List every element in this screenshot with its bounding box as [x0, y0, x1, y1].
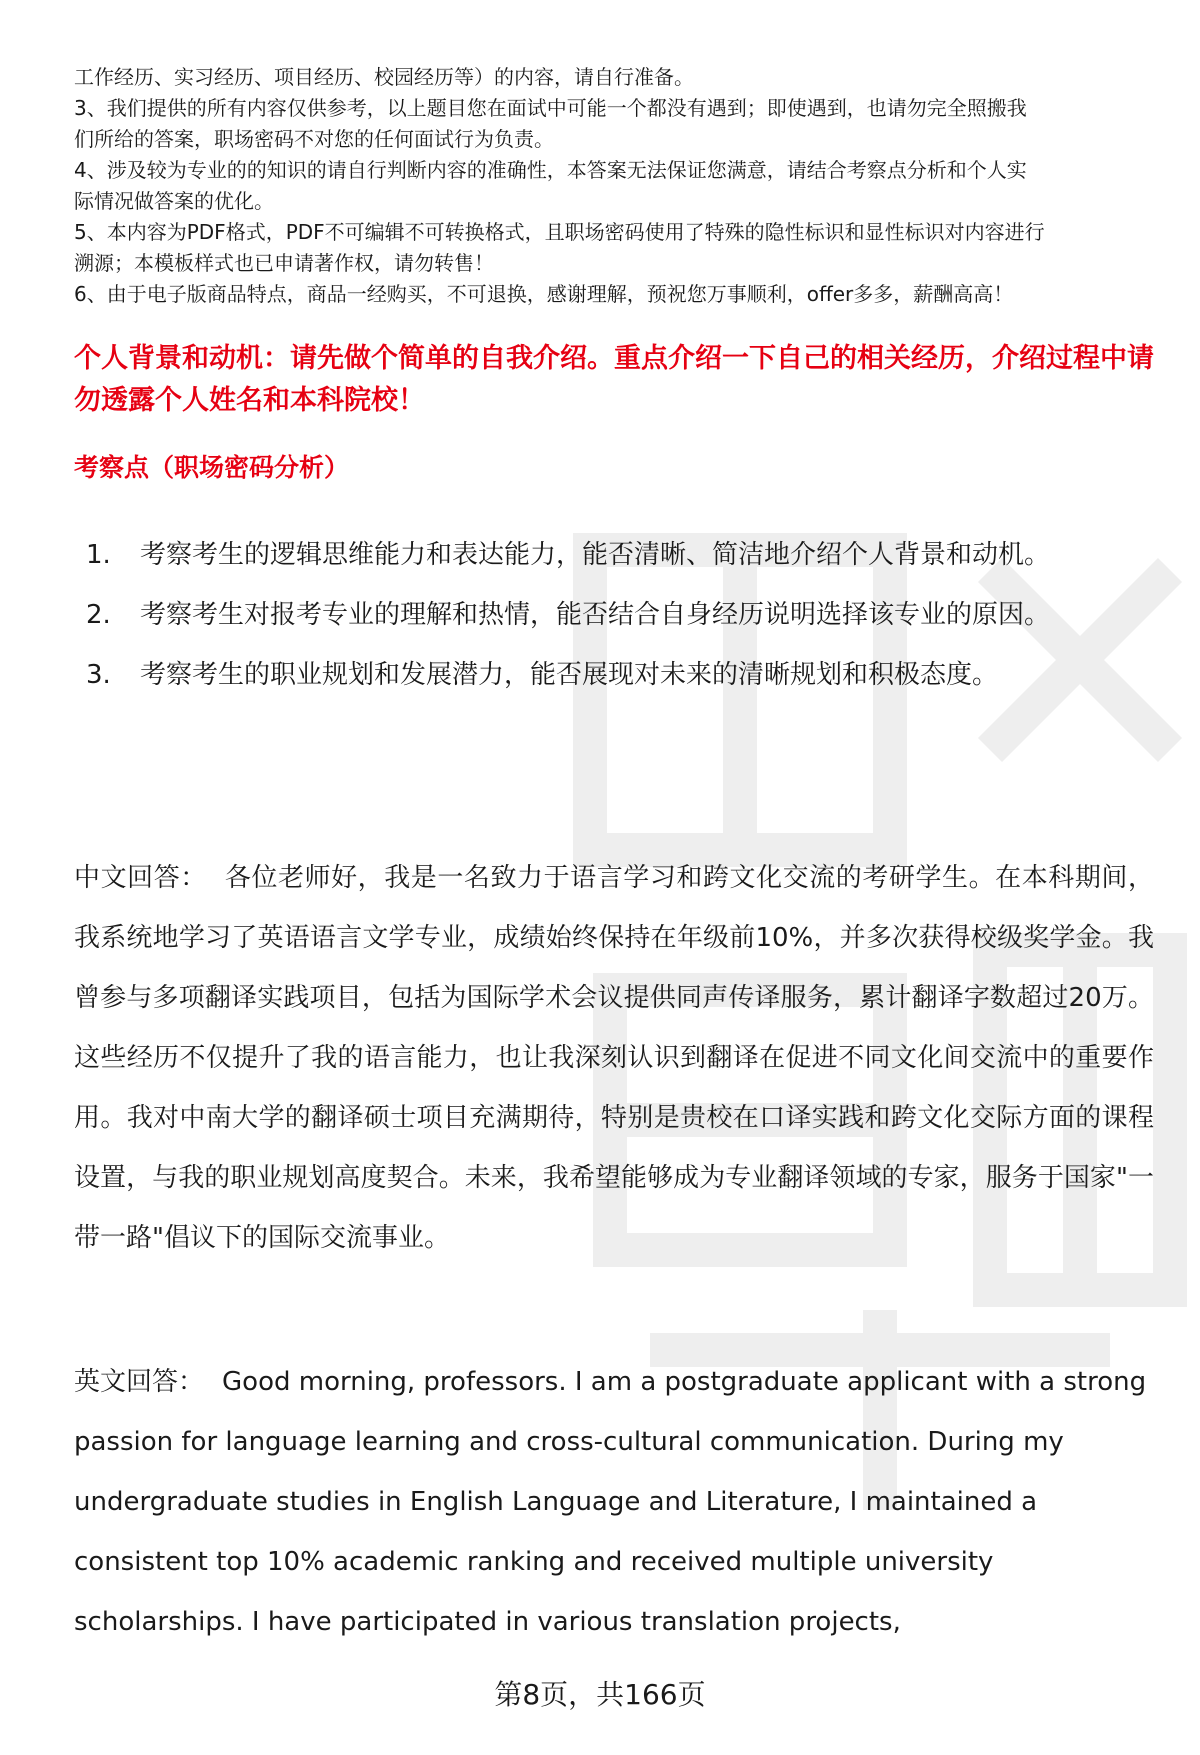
list-text: 考察考生对报考专业的理解和热情，能否结合自身经历说明选择该专业的原因。 — [140, 600, 1051, 630]
list-number: 1. — [86, 540, 111, 570]
note-line: 们所给的答案，职场密码不对您的任何面试行为负责。 — [74, 127, 554, 151]
list-text: 考察考生的职业规划和发展潜力，能否展现对未来的清晰规划和积极态度。 — [140, 660, 999, 690]
analysis-title: 考察点（职场密码分析） — [74, 453, 350, 482]
chinese-answer — [74, 848, 1154, 1268]
note-line: 溯源；本模板样式也已申请著作权，请勿转售！ — [74, 251, 494, 275]
page-number: 第8页，共166页 — [494, 1678, 706, 1711]
english-answer — [74, 1352, 1154, 1652]
note-line: 际情况做答案的优化。 — [74, 189, 274, 213]
chinese-answer-text: 各位老师好，我是一名致力于语言学习和跨文化交流的考研学生。在本科期间，我系统地学习了英语语言文学专业，成绩始终保持在年级前10%，并多次获得校级奖学金。我曾参与多项翻译实践项目，包括为国际学术会议提供同声传译服务，累计翻译字数超过20万。这些经历不仅提升了我的语言能力，也让我深刻认识到翻译在促进不同文化间交流中的重要作用。我对中南大学的翻译硕士项目充满期待，特别是贵校在口译实践和跨文化交际方面的课程设置，与我的职业规划高度契合。未来，我希望能够成为专业翻译领域的专家，服务于国家"一带一路"倡议下的国际交流事业。 — [74, 863, 1154, 1253]
note-line: 3、我们提供的所有内容仅供参考，以上题目您在面试中可能一个都没有遇到；即使遇到，也请勿完全照搬我 — [74, 96, 1027, 120]
notes-block — [74, 62, 1154, 310]
chinese-answer-label: 中文回答： — [74, 863, 207, 893]
english-answer-label: 英文回答： — [74, 1367, 205, 1397]
analysis-points — [74, 525, 1154, 705]
list-item — [74, 585, 1154, 645]
note-line: 6、由于电子版商品特点，商品一经购买，不可退换，感谢理解，预祝您万事顺利，offer多多，薪酬高高！ — [74, 282, 1014, 306]
english-answer-text: Good morning, professors. I am a postgraduate applicant with a strong passion for language learning and cross-cultural communication. During my undergraduate studies in English Language and Literature, I maintained a consistent top 10% academic ranking and received multiple university scholarships. I have participated in various translation projects, — [74, 1367, 1147, 1637]
list-number: 2. — [86, 600, 111, 630]
note-line: 4、涉及较为专业的的知识的请自行判断内容的准确性，本答案无法保证您满意，请结合考察点分析和个人实 — [74, 158, 1027, 182]
note-line: 5、本内容为PDF格式，PDF不可编辑不可转换格式，且职场密码使用了特殊的隐性标识和显性标识对内容进行 — [74, 220, 1045, 244]
question-heading: 个人背景和动机：请先做个简单的自我介绍。重点介绍一下自己的相关经历，介绍过程中请勿透露个人姓名和本科院校！ — [74, 343, 1154, 416]
list-number: 3. — [86, 660, 111, 690]
note-line: 工作经历、实习经历、项目经历、校园经历等）的内容，请自行准备。 — [74, 65, 694, 89]
list-text: 考察考生的逻辑思维能力和表达能力，能否清晰、简洁地介绍个人背景和动机。 — [140, 540, 1051, 570]
list-item — [74, 645, 1154, 705]
list-item — [74, 525, 1154, 585]
